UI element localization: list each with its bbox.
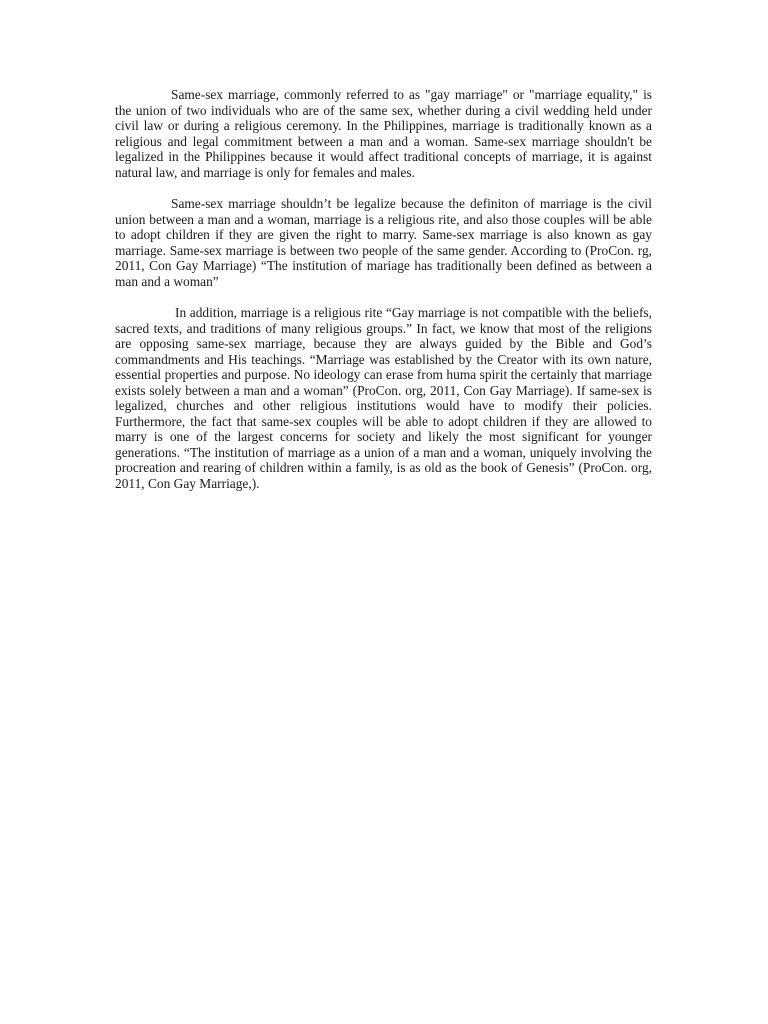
paragraph-3: In addition, marriage is a religious rite “Gay marriage is not compatible with the beliefs, sacred texts, and traditions of many religious groups.” In fact, we know that most of the religions are opposing same-sex marriage, because they are always guided by the Bible and God’s commandments and His teachings. “Marriage was established by the Creator with its own nature, essential properties and purpose. No ideology can erase from huma spirit the certainly that marriage exists solely between a man and a woman” (ProCon. org, 2011, Con Gay Marriage). If same-sex is legalized, churches and other religious institutions would have to modify their policies. Furthermore, the fact that same-sex couples will be able to adopt children if they are allowed to marry is one of the largest concerns for society and likely the most significant for younger generations. “The institution of marriage as a union of a man and a woman, uniquely involving the procreation and rearing of children within a family, is as old as the book of Genesis” (ProCon. org, 2011, Con Gay Marriage,). xyxy=(115,305,652,491)
paragraph-1: Same-sex marriage, commonly referred to as "gay marriage" or "marriage equality," is the union of two individuals who are of the same sex, whether during a civil wedding held under civil law or during a religious ceremony. In the Philippines, marriage is traditionally known as a religious and legal commitment between a man and a woman. Same-sex marriage shouldn't be legalized in the Philippines because it would affect traditional concepts of marriage, it is against natural law, and marriage is only for females and males. xyxy=(115,87,652,180)
document-body xyxy=(115,87,652,507)
paragraph-2: Same-sex marriage shouldn’t be legalize because the definiton of marriage is the civil union between a man and a woman, marriage is a religious rite, and also those couples will be able to adopt children if they are given the right to marry. Same-sex marriage is also known as gay marriage. Same-sex marriage is between two people of the same gender. According to (ProCon. rg, 2011, Con Gay Marriage) “The institution of mariage has traditionally been defined as between a man and a woman” xyxy=(115,196,652,289)
